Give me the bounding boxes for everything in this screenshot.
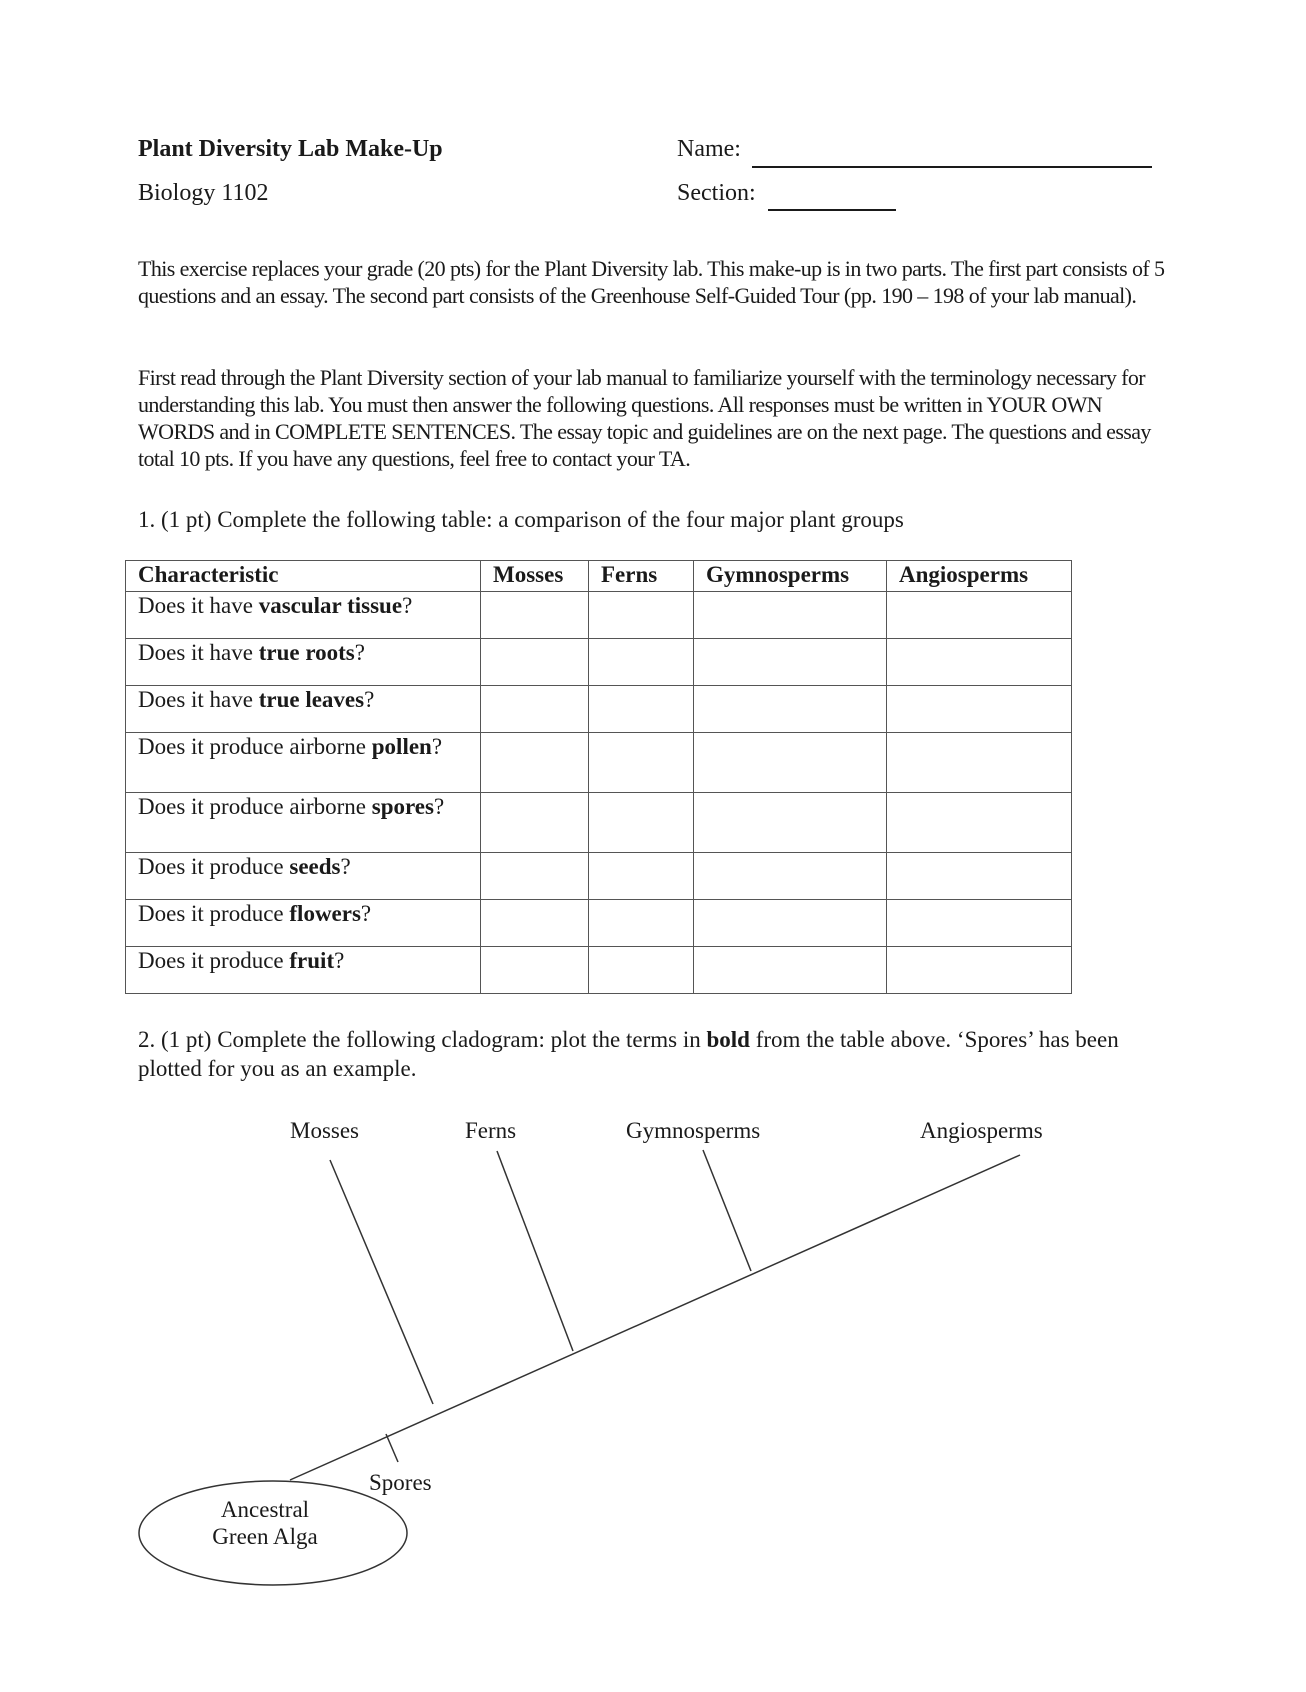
taxon-gymnosperms: Gymnosperms [626,1118,761,1143]
header-angiosperms: Angiosperms [887,561,1072,592]
row-question: Does it have vascular tissue? [126,592,481,639]
question-2: 2. (1 pt) Complete the following cladogram: plot the terms in bold from the table above. ‘Spores’ has been plotted for you as an example. [138,1027,1119,1081]
row-question: Does it produce flowers? [126,900,481,947]
section-label: Section: [677,180,756,206]
header-gymnosperms: Gymnosperms [694,561,887,592]
trait-spores: Spores [369,1470,432,1495]
alga-line-2: Green Alga [212,1524,318,1549]
branch-ferns [497,1151,573,1351]
name-label: Name: [677,136,741,162]
question-1: 1. (1 pt) Complete the following table: a comparison of the four major plant groups [138,507,904,532]
intro-paragraph-1: This exercise replaces your grade (20 pts) for the Plant Diversity lab. This make-up is in two parts. The first part consists of 5 questions and an essay. The second part consists of the Greenhouse Self-Guided Tour (pp. 190 – 198 of your lab manual). [138,256,1165,308]
intro-paragraph-2: First read through the Plant Diversity section of your lab manual to familiarize yourself with the terminology necessary for understanding this lab. You must then answer the following questions. All responses must be written in YOUR OWN WORDS and in COMPLETE SENTENCES. The essay topic and guidelines are on the next page. The questions and essay total 10 pts. If you have any questions, feel free to contact your TA. [138,365,1151,471]
row-question: Does it produce seeds? [126,853,481,900]
taxon-mosses: Mosses [290,1118,360,1143]
header-mosses: Mosses [481,561,589,592]
row-question: Does it produce airborne spores? [126,793,481,853]
course-name: Biology 1102 [138,180,269,206]
header-characteristic: Characteristic [126,561,481,592]
row-question: Does it produce fruit? [126,947,481,994]
row-question: Does it have true leaves? [126,686,481,733]
page-title: Plant Diversity Lab Make-Up [138,136,443,162]
row-question: Does it have true roots? [126,639,481,686]
branch-mosses [330,1160,433,1404]
branch-gymnosperms [703,1150,751,1271]
spores-tick [386,1434,398,1462]
alga-line-1: Ancestral [220,1497,310,1522]
taxon-angiosperms: Angiosperms [920,1118,1043,1143]
taxon-ferns: Ferns [465,1118,517,1143]
ancestral-alga-label [180,1496,350,1550]
header-ferns: Ferns [589,561,694,592]
row-question: Does it produce airborne pollen? [126,733,481,793]
cladogram-main-branch [290,1155,1020,1480]
